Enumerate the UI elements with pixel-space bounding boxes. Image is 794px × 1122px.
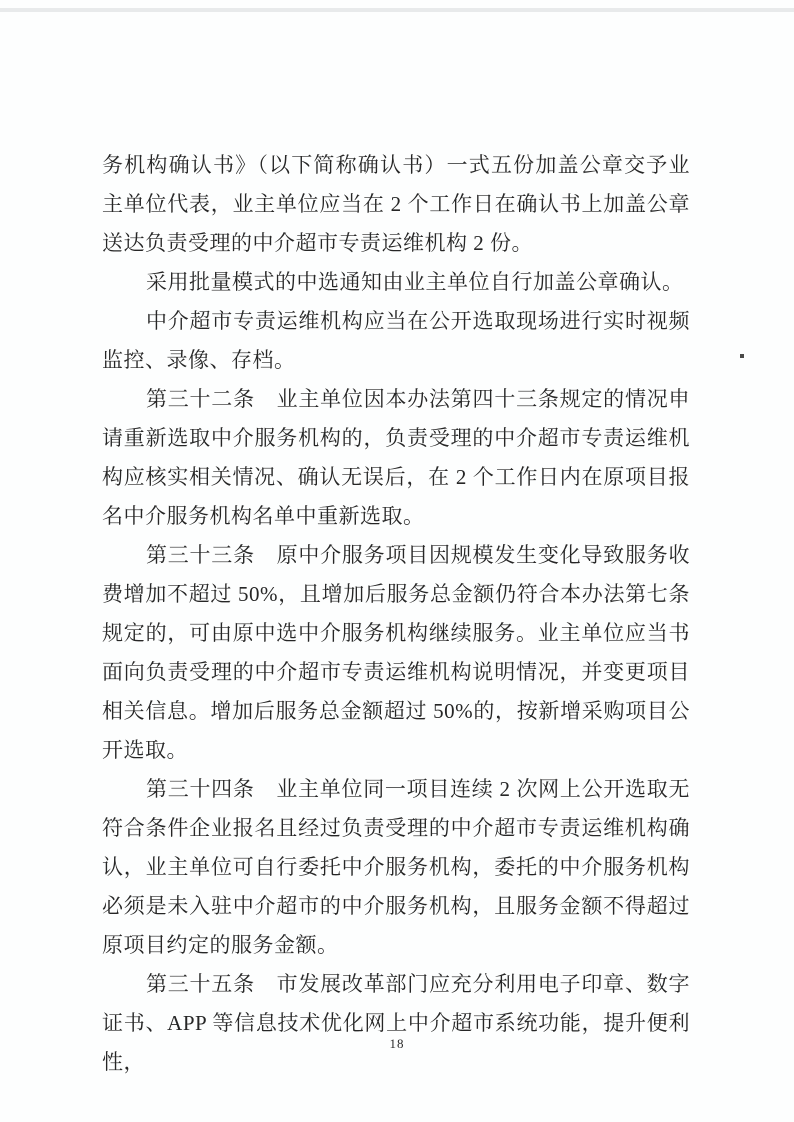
document-body bbox=[102, 146, 690, 1082]
scan-edge-line bbox=[0, 8, 794, 12]
page-number: 18 bbox=[389, 1036, 405, 1051]
paragraph: 中介超市专责运维机构应当在公开选取现场进行实时视频监控、录像、存档。 bbox=[102, 309, 690, 372]
paragraph-article-34: 第三十四条 业主单位同一项目连续 2 次网上公开选取无符合条件企业报名且经过负责受理的中介超市专责运维机构确认，业主单位可自行委托中介服务机构，委托的中介服务机构必须是未入驻中介超市的中介服务机构，且服务金额不得超过原项目约定的服务金额。 bbox=[102, 777, 690, 957]
scan-artifact bbox=[740, 354, 744, 358]
paragraph-article-32: 第三十二条 业主单位因本办法第四十三条规定的情况申请重新选取中介服务机构的，负责受理的中介超市专责运维机构应核实相关情况、确认无误后，在 2 个工作日内在原项目报名中介服务机构名单中重新选取。 bbox=[102, 387, 690, 528]
paragraph-continuation: 务机构确认书》（以下简称确认书）一式五份加盖公章交予业主单位代表，业主单位应当在 2 个工作日在确认书上加盖公章送达负责受理的中介超市专责运维机构 2 份。 bbox=[102, 153, 690, 255]
paragraph-article-33: 第三十三条 原中介服务项目因规模发生变化导致服务收费增加不超过 50%，且增加后服务总金额仍符合本办法第七条规定的，可由原中选中介服务机构继续服务。业主单位应当书面向负责受理的中介超市专责运维机构说明情况，并变更项目相关信息。增加后服务总金额超过 50%的，按新增采购项目公开选取。 bbox=[102, 543, 690, 762]
paragraph-article-35: 第三十五条 市发展改革部门应充分利用电子印章、数字证书、APP 等信息技术优化网上中介超市系统功能，提升便利性， bbox=[102, 972, 690, 1074]
paragraph: 采用批量模式的中选通知由业主单位自行加盖公章确认。 bbox=[146, 270, 684, 294]
